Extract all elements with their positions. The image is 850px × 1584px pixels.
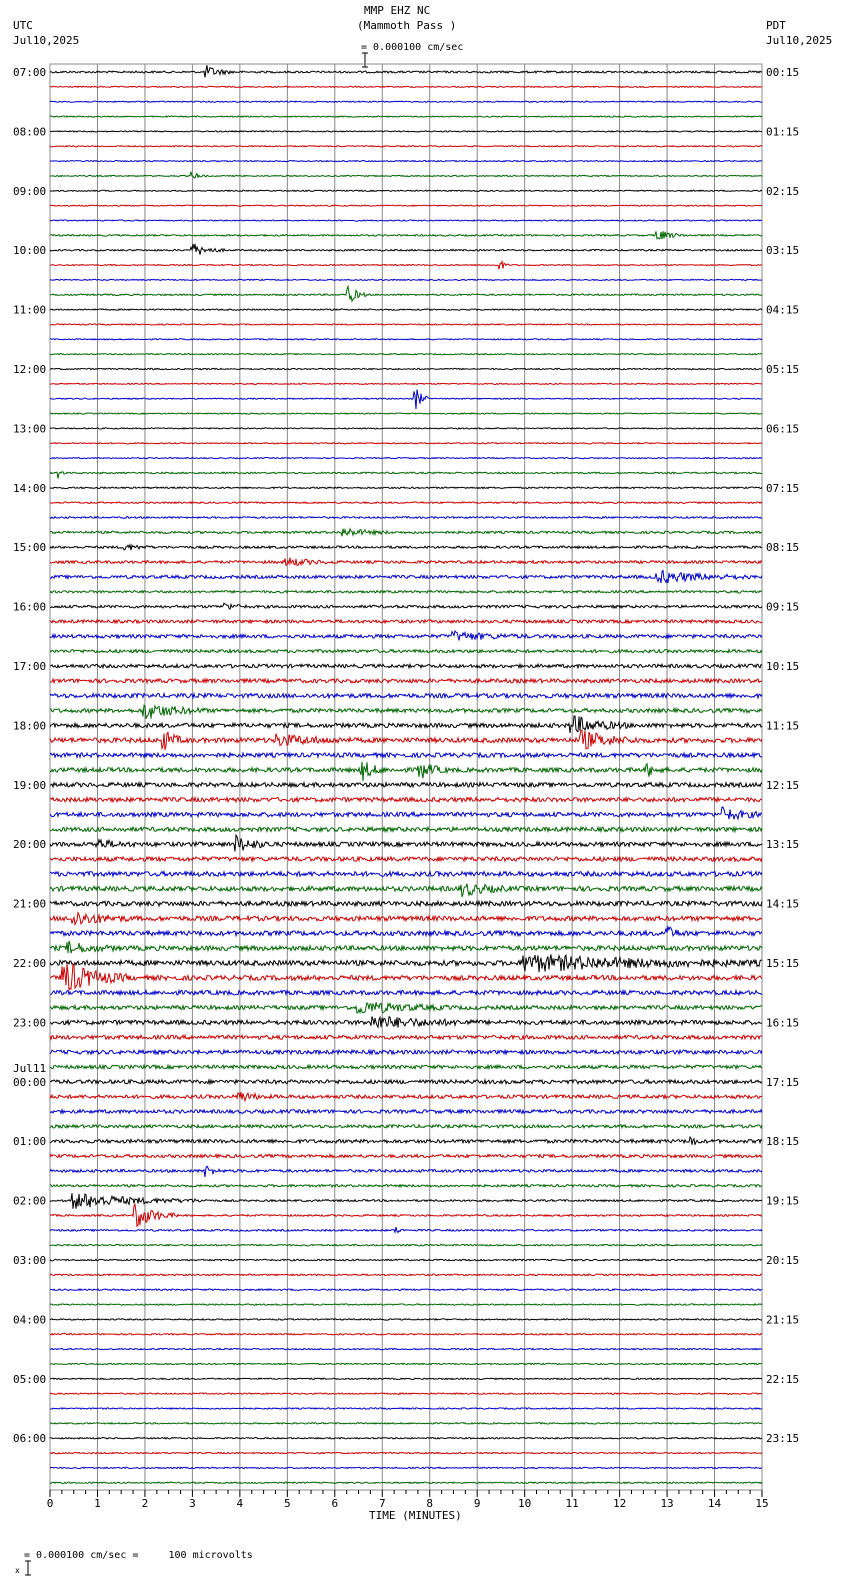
seismic-trace <box>50 1467 762 1468</box>
seismic-trace <box>50 783 762 787</box>
seismic-trace <box>50 101 762 102</box>
seismic-trace <box>50 807 762 819</box>
seismic-trace <box>50 1274 762 1276</box>
right-hour-label: 07:15 <box>766 481 800 495</box>
seismic-trace <box>50 1154 762 1157</box>
left-date: Jul10,2025 <box>13 34 80 47</box>
left-hour-label: 07:00 <box>13 66 47 79</box>
left-hour-label: 16:00 <box>13 600 47 614</box>
right-hour-label: 23:15 <box>766 1432 800 1446</box>
seismic-trace <box>50 631 762 640</box>
seismic-trace <box>50 172 762 178</box>
seismic-trace <box>50 1259 762 1261</box>
seismic-trace <box>50 954 762 972</box>
seismic-trace <box>50 1408 762 1409</box>
left-hour-label: 02:00 <box>13 1194 47 1208</box>
seismic-trace <box>50 458 762 459</box>
seismic-trace <box>50 1204 762 1226</box>
seismic-trace <box>50 1348 762 1349</box>
seismic-trace <box>50 517 762 519</box>
seismic-trace <box>50 570 762 583</box>
seismic-trace <box>50 1092 762 1101</box>
right-hour-label: 18:15 <box>766 1135 800 1149</box>
footer-scale-note: = 0.000100 cm/sec = 100 microvolts <box>24 1550 253 1561</box>
right-hour-label: 04:15 <box>766 303 800 317</box>
seismic-trace <box>50 730 762 750</box>
right-hour-label: 00:15 <box>766 66 800 79</box>
seismic-trace <box>50 753 762 757</box>
seismic-trace <box>50 190 762 191</box>
left-hour-label: 12:00 <box>13 363 47 376</box>
scale-label: = 0.000100 cm/sec <box>361 42 464 53</box>
seismic-trace <box>50 1482 762 1483</box>
right-hour-label: 19:15 <box>766 1194 800 1208</box>
left-timezone: UTC <box>13 19 33 32</box>
seismic-trace <box>50 368 762 369</box>
seismic-trace <box>50 309 762 310</box>
seismic-trace <box>50 1050 762 1054</box>
seismic-trace <box>50 884 762 897</box>
left-hour-label: 05:00 <box>13 1372 47 1386</box>
right-hour-label: 11:15 <box>766 719 800 733</box>
seismic-trace <box>50 762 762 781</box>
seismic-trace <box>50 1125 762 1128</box>
x-tick-label: 10 <box>518 1497 532 1510</box>
x-tick-label: 8 <box>426 1497 434 1510</box>
x-axis-label: TIME (MINUTES) <box>369 1509 462 1522</box>
left-hour-label: 14:00 <box>13 481 47 495</box>
seismic-trace <box>50 716 762 733</box>
left-hour-label: 15:00 <box>13 541 47 555</box>
seismic-trace <box>50 1166 762 1177</box>
seismic-trace <box>50 161 762 162</box>
seismic-trace <box>50 1110 762 1114</box>
right-date: Jul10,2025 <box>766 34 833 47</box>
seismic-trace <box>50 835 762 851</box>
seismic-trace <box>50 901 762 906</box>
x-tick-label: 2 <box>141 1497 149 1510</box>
seismic-trace <box>50 827 762 831</box>
x-tick-label: 9 <box>473 1497 481 1510</box>
seismic-trace <box>50 1080 762 1084</box>
seismic-trace <box>50 1193 762 1208</box>
seismic-trace <box>50 558 762 566</box>
right-hour-label: 03:15 <box>766 244 800 258</box>
seismic-trace <box>50 339 762 340</box>
seismic-trace <box>50 1185 762 1187</box>
left-hour-label: 01:00 <box>13 1135 47 1149</box>
right-hour-label: 09:15 <box>766 600 800 614</box>
x-tick-label: 1 <box>94 1497 101 1510</box>
seismic-trace <box>50 1137 762 1145</box>
right-hour-label: 20:15 <box>766 1254 800 1267</box>
left-hour-label: 04:00 <box>13 1313 47 1327</box>
right-hour-label: 15:15 <box>766 957 800 970</box>
seismic-trace <box>50 220 762 221</box>
x-tick-label: 3 <box>189 1497 196 1510</box>
seismic-trace <box>50 1304 762 1305</box>
seismic-trace <box>50 1378 762 1379</box>
left-hour-label: 21:00 <box>13 897 47 911</box>
seismic-trace <box>50 472 762 479</box>
right-hour-label: 01:15 <box>766 125 800 139</box>
seismic-trace <box>50 324 762 325</box>
seismic-trace <box>50 502 762 504</box>
seismic-trace <box>50 872 762 877</box>
x-tick-label: 6 <box>331 1497 339 1510</box>
date-change-label: Jul11 <box>13 1061 47 1075</box>
seismic-trace <box>50 1319 762 1320</box>
x-tick-label: 14 <box>707 1497 722 1510</box>
x-tick-label: 0 <box>46 1497 54 1510</box>
seismic-trace <box>50 1363 762 1364</box>
seismic-trace <box>50 857 762 861</box>
seismic-trace <box>50 797 762 801</box>
right-hour-label: 10:15 <box>766 660 800 673</box>
seismic-trace <box>50 650 762 653</box>
right-hour-label: 06:15 <box>766 422 800 436</box>
left-hour-label: 22:00 <box>13 957 47 970</box>
right-hour-label: 21:15 <box>766 1313 800 1327</box>
right-hour-label: 17:15 <box>766 1075 800 1089</box>
seismic-trace <box>50 443 762 444</box>
seismic-trace <box>50 913 762 925</box>
seismic-trace <box>50 146 762 147</box>
x-tick-label: 4 <box>236 1497 244 1510</box>
seismic-trace <box>50 1002 762 1013</box>
seismic-trace <box>50 603 762 609</box>
left-hour-label: 09:00 <box>13 184 47 198</box>
x-tick-label: 11 <box>565 1497 579 1510</box>
right-hour-label: 13:15 <box>766 838 800 852</box>
right-hour-label: 22:15 <box>766 1372 800 1386</box>
seismic-trace <box>50 1289 762 1291</box>
seismic-trace <box>50 964 762 989</box>
svg-text:x: x <box>15 1566 21 1575</box>
seismic-trace <box>50 1227 762 1232</box>
seismic-trace <box>50 1334 762 1335</box>
left-hour-label: 08:00 <box>13 125 47 139</box>
seismic-trace <box>50 591 762 593</box>
left-hour-label: 23:00 <box>13 1016 47 1030</box>
x-tick-label: 7 <box>378 1497 386 1510</box>
seismic-trace <box>50 131 762 132</box>
seismic-trace <box>50 1065 762 1069</box>
seismic-trace <box>50 354 762 355</box>
left-hour-label: 13:00 <box>13 422 47 436</box>
seismic-trace <box>50 664 762 668</box>
seismic-trace <box>50 1017 762 1028</box>
left-hour-label: 10:00 <box>13 244 47 258</box>
right-timezone: PDT <box>766 19 786 32</box>
right-hour-label: 14:15 <box>766 897 800 911</box>
seismic-trace <box>50 428 762 429</box>
right-hour-label: 08:15 <box>766 541 800 555</box>
seismic-trace <box>50 286 762 301</box>
left-hour-label: 06:00 <box>13 1432 47 1446</box>
right-hour-label: 12:15 <box>766 778 800 792</box>
left-hour-label: 18:00 <box>13 719 47 733</box>
station-title: MMP EHZ NC <box>364 4 431 17</box>
seismic-trace <box>50 413 762 414</box>
seismic-trace <box>50 705 762 719</box>
seismic-trace <box>50 389 762 409</box>
seismic-trace <box>50 1452 762 1453</box>
seismic-trace <box>50 279 762 280</box>
seismic-trace <box>50 205 762 206</box>
seismic-trace <box>50 991 762 995</box>
right-hour-label: 02:15 <box>766 184 800 198</box>
x-tick-label: 15 <box>755 1497 769 1510</box>
seismic-trace <box>50 487 762 489</box>
seismic-trace <box>50 1438 762 1439</box>
left-hour-label: 20:00 <box>13 838 47 852</box>
station-location: (Mammoth Pass ) <box>357 19 457 32</box>
seismic-trace <box>50 231 762 239</box>
seismic-trace <box>50 1244 762 1246</box>
seismic-trace <box>50 1423 762 1424</box>
seismic-trace <box>50 941 762 953</box>
seismic-trace <box>50 86 762 87</box>
seismic-trace <box>50 261 762 269</box>
footer-scale-icon <box>2 1546 21 1575</box>
seismic-trace <box>50 383 762 384</box>
left-hour-label: 17:00 <box>13 660 47 673</box>
seismic-trace <box>50 1035 762 1039</box>
seismic-trace <box>50 545 762 550</box>
seismic-trace <box>50 244 762 255</box>
seismic-trace <box>50 65 762 77</box>
left-hour-label: 00:00 <box>13 1075 47 1089</box>
seismic-trace <box>50 1393 762 1394</box>
x-tick-label: 5 <box>284 1497 291 1510</box>
seismic-trace <box>50 694 762 698</box>
left-hour-label: 11:00 <box>13 303 47 317</box>
seismic-trace <box>50 679 762 683</box>
seismic-trace <box>50 620 762 623</box>
x-tick-label: 13 <box>660 1497 674 1510</box>
seismic-trace <box>50 116 762 117</box>
seismic-trace <box>50 927 762 936</box>
right-hour-label: 16:15 <box>766 1016 800 1030</box>
seismic-trace <box>50 529 762 536</box>
x-tick-label: 12 <box>612 1497 627 1510</box>
left-hour-label: 03:00 <box>13 1254 47 1267</box>
right-hour-label: 05:15 <box>766 363 800 376</box>
left-hour-label: 19:00 <box>13 778 47 792</box>
